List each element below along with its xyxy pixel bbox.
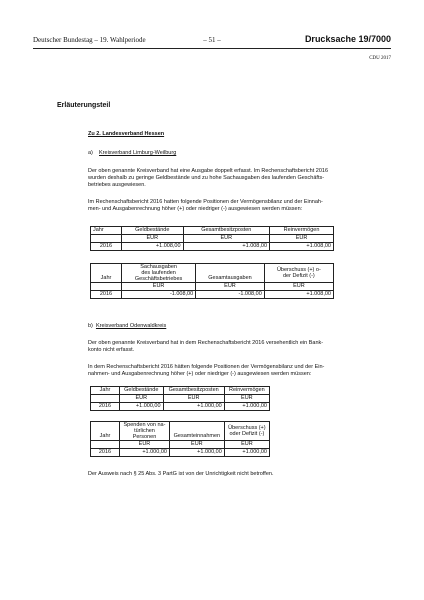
table-header-cell: Geldbestände — [120, 387, 164, 395]
table-cell: EUR — [122, 235, 184, 243]
table-b2 — [90, 421, 270, 457]
table-cell: +1.008,00 — [183, 243, 269, 251]
table-header-cell: Reinvermögen — [224, 387, 269, 395]
table-cell: -1.008,00 — [196, 291, 265, 299]
table-header-cell: Überschuss (+) oder Defizit (-) — [224, 422, 269, 441]
table-cell: EUR — [183, 235, 269, 243]
table-cell: +1.000,00 — [224, 403, 269, 411]
table-cell: 2016 — [91, 243, 122, 251]
table-row — [91, 243, 334, 251]
table-header-cell: Gesamteinnahmen — [169, 422, 224, 441]
table-header-cell: Gesamtbesitzposten — [183, 227, 269, 235]
table-header-row — [91, 264, 334, 283]
table-header-cell: Jahr — [91, 264, 122, 283]
table-cell — [91, 395, 120, 403]
table-cell: EUR — [163, 395, 224, 403]
table-cell — [91, 235, 122, 243]
table-cell: +1.000,00 — [120, 403, 164, 411]
table-header-cell: Spenden von na- türlichen Personen — [120, 422, 170, 441]
table-header-cell: Gesamtbesitzposten — [163, 387, 224, 395]
table-header-cell: Jahr — [91, 227, 122, 235]
table-unit-row — [91, 235, 334, 243]
table-row — [91, 403, 270, 411]
table-cell — [91, 283, 122, 291]
table-cell: 2016 — [91, 449, 120, 457]
table-a2 — [90, 263, 334, 299]
table-cell: EUR — [169, 441, 224, 449]
section-title: Erläuterungsteil — [57, 102, 111, 109]
subsection-b-heading: b) Kreisverband Odenwaldkreis — [88, 323, 167, 329]
subsection-a-heading: a) Kreisverband Limburg-Weilburg — [88, 150, 177, 156]
table-cell: EUR — [120, 395, 164, 403]
paragraph-b1: Der oben genannte Kreisverband hat in dem Rechenschaftsbericht 2016 versehentlich ein Bank- konto nicht erfasst. — [88, 340, 324, 353]
table-unit-row — [91, 441, 270, 449]
section-heading: Zu 2. Landesverband Hessen — [88, 131, 165, 137]
footer-note: Der Ausweis nach § 25 Abs. 3 PartG ist von der Unrichtigkeit nicht betroffen. — [88, 471, 274, 477]
table-header-cell: Jahr — [91, 387, 120, 395]
table-cell: EUR — [122, 283, 196, 291]
table-header-row — [91, 227, 334, 235]
table-header-cell: Gesamtausgaben — [196, 264, 265, 283]
table-header-cell: Geldbestände — [122, 227, 184, 235]
table-row — [91, 449, 270, 457]
table-b1 — [90, 386, 270, 411]
table-cell: EUR — [224, 395, 269, 403]
table-cell: +1.000,00 — [224, 449, 269, 457]
table-cell: +1.000,00 — [120, 449, 170, 457]
table-cell: +1.008,00 — [122, 243, 184, 251]
table-cell: EUR — [270, 235, 334, 243]
table-header-cell: Sachausgaben des laufenden Geschäftsbetriebes — [122, 264, 196, 283]
paragraph-a2: Im Rechenschaftsbericht 2016 hatten folgende Positionen der Vermögensbilanz und der Einnah- men- und Ausgabenrechnung höher (+) oder niedriger (-) ausgewiesen werden müssen: — [88, 199, 323, 212]
table-cell — [91, 441, 120, 449]
table-cell: EUR — [264, 283, 333, 291]
table-cell: 2016 — [91, 403, 120, 411]
table-cell: 2016 — [91, 291, 122, 299]
header-drucksache: Drucksache 19/7000 — [304, 34, 391, 44]
table-header-cell: Jahr — [91, 422, 120, 441]
table-cell: +1.000,00 — [163, 403, 224, 411]
page-header — [33, 36, 391, 49]
table-cell: EUR — [120, 441, 170, 449]
table-cell: +1.000,00 — [169, 449, 224, 457]
table-unit-row — [91, 283, 334, 291]
table-row — [91, 291, 334, 299]
header-sub: CDU 2017 — [369, 56, 391, 61]
table-header-cell: Überschuss (+) o- der Defizit (-) — [264, 264, 333, 283]
table-cell: +1.008,00 — [264, 291, 333, 299]
table-a1 — [90, 226, 334, 251]
paragraph-b2: In dem Rechenschaftsbericht 2016 hätten folgende Positionen der Vermögensbilanz und der Ein- nahmen- und Ausgabenrechnung höher (+) oder niedriger (-) ausgewiesen werden müssen: — [88, 364, 325, 377]
table-header-row — [91, 387, 270, 395]
header-left: Deutscher Bundestag – 19. Wahlperiode — [33, 36, 146, 44]
table-header-row — [91, 422, 270, 441]
paragraph-a1: Der oben genannte Kreisverband hat eine Ausgabe doppelt erfasst. Im Rechenschaftsbericht 2016 wurden deshalb zu geringe Geldbestände und zu hohe Sachausgaben des laufenden Geschäfts- betriebes ausgewiesen. — [88, 168, 329, 188]
header-page-number: – 51 – — [203, 36, 221, 44]
table-cell: -1.008,00 — [122, 291, 196, 299]
table-unit-row — [91, 395, 270, 403]
table-header-cell: Reinvermögen — [270, 227, 334, 235]
table-cell: EUR — [196, 283, 265, 291]
table-cell: EUR — [224, 441, 269, 449]
table-cell: +1.008,00 — [270, 243, 334, 251]
